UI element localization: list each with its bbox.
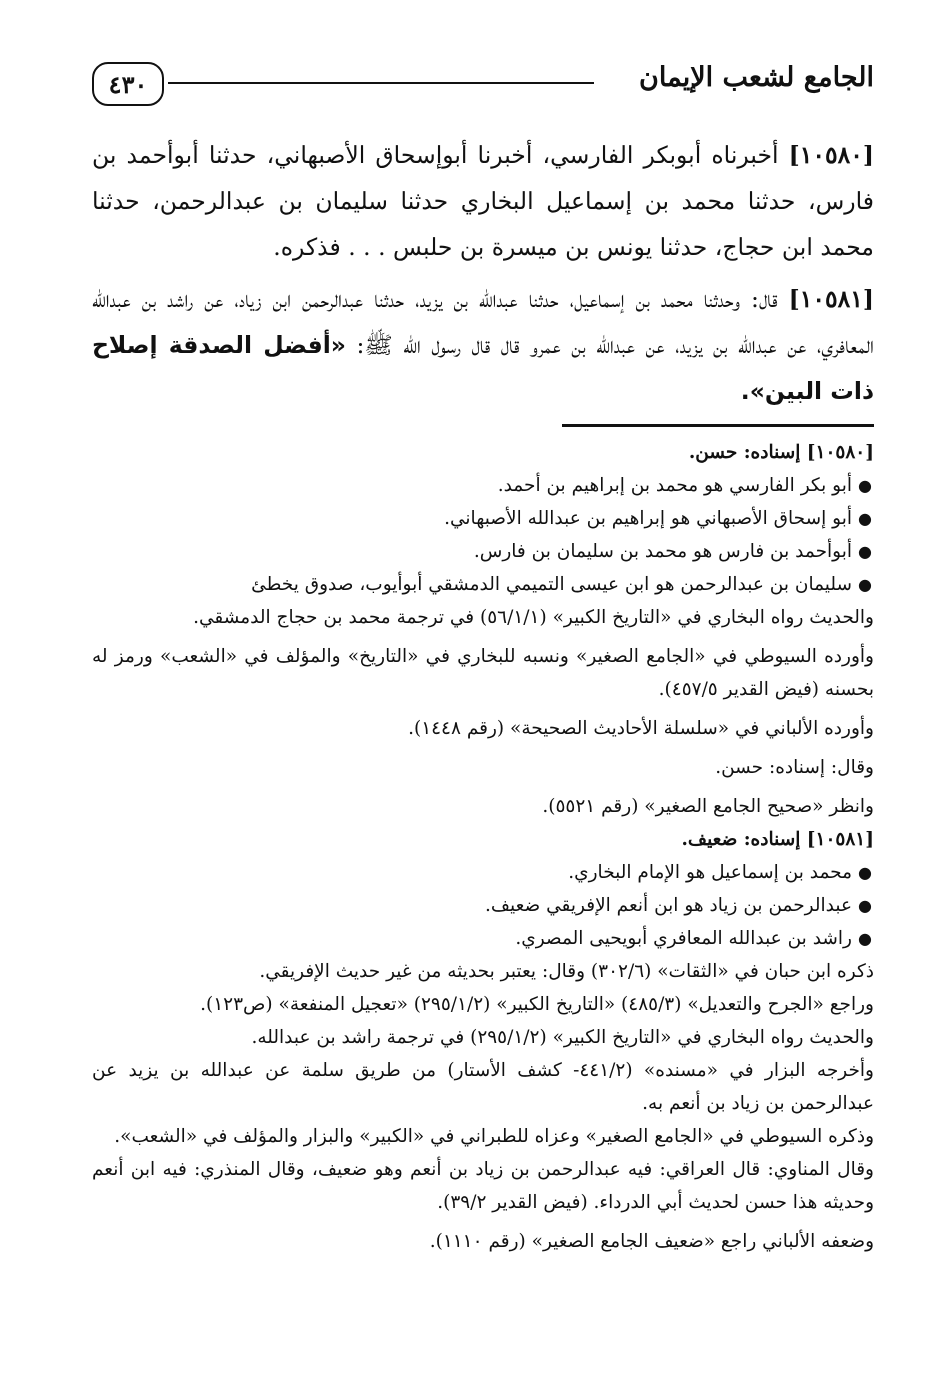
note-paragraph: وضعفه الألباني راجع «ضعيف الجامع الصغير» (رقم ١١١٠). [429,1231,874,1252]
page-header [92,58,874,112]
hadith-matn: «أفضل الصدقة إصلاح ذات البين». [92,331,874,405]
list-item-text: محمد بن إسماعيل هو الإمام البخاري. [568,862,852,883]
page-number: ٤٣٠ [92,62,164,106]
list-item-text: راشد بن عبدالله المعافري أبويحيى المصري. [515,928,852,949]
list-item [92,889,872,922]
footnote-separator [562,424,874,427]
main-text [92,132,874,420]
note-paragraph: وأخرجه البزار في «مسنده» (٤٤١/٢- كشف الأستار) من طريق سلمة عن عبدالله بن يزيد عن عبدالرحمن بن زياد بن أنعم به. [92,1060,874,1114]
note-heading: [١٠٥٨١] إسناده: ضعيف. [681,829,874,850]
hadith-text: قال: وحدثنا محمد بن إسماعيل، حدثنا عبدالله بن يزيد، حدثنا عبدالرحمن ابن زياد، عن راشد بن عبدالله المعافري، عن عبدالله بن يزيد، عن عبدالله بن عمرو قال قال رسول الله ﷺ: [92,285,874,359]
note-paragraph: وأورده الألباني في «سلسلة الأحاديث الصحيحة» (رقم ١٤٤٨). [408,718,874,739]
note-paragraph: وراجع «الجرح والتعديل» (٤٨٥/٣) «التاريخ الكبير» (٢٩٥/١/٢) «تعجيل المنفعة» (ص١٢٣). [200,994,874,1015]
bullet-icon: ● [858,476,872,495]
footnotes [92,436,874,1258]
note-paragraph: والحديث رواه البخاري في «التاريخ الكبير» (٥٦/١/١) في ترجمة محمد بن حجاج الدمشقي. [193,607,874,628]
bullet-icon: ● [858,509,872,528]
list-item-text: أبو إسحاق الأصبهاني هو إبراهيم بن عبدالله الأصبهاني. [444,508,852,529]
list-item-text: أبوأحمد بن فارس هو محمد بن سليمان بن فارس. [473,541,852,562]
note-paragraph: وذكره السيوطي في «الجامع الصغير» وعزاه للطبراني في «الكبير» والبزار والمؤلف في «الشعب». [114,1126,874,1147]
note-paragraph: وقال: إسناده: حسن. [715,757,874,778]
note-paragraph: وانظر «صحيح الجامع الصغير» (رقم ٥٥٢١). [542,796,874,817]
list-item-text: أبو بكر الفارسي هو محمد بن إبراهيم بن أحمد. [497,475,852,496]
list-item-text: عبدالرحمن بن زياد هو ابن أنعم الإفريقي ضعيف. [484,895,852,916]
note-paragraph: وقال المناوي: قال العراقي: فيه عبدالرحمن بن زياد بن أنعم وهو ضعيف، وقال المنذري: فيه ابن أنعم وحديثه هذا حسن لحديث أبي الدرداء. (فيض القدير ٣٩/٢). [92,1159,874,1213]
bullet-icon: ● [858,542,872,561]
bullet-icon: ● [858,929,872,948]
bullet-icon: ● [858,575,872,594]
note-paragraph: ذكره ابن حبان في «الثقات» (٣٠٢/٦) وقال: يعتبر بحديثه من غير حديث الإفريقي. [259,961,874,982]
hadith-number: [١٠٥٨١] [788,285,874,313]
list-item [92,535,872,568]
header-rule [168,82,594,84]
note-heading: [١٠٥٨٠] إسناده: حسن. [688,442,874,463]
list-item [92,922,872,955]
hadith-10580 [92,132,874,270]
note-paragraph: والحديث رواه البخاري في «التاريخ الكبير» (٢٩٥/١/٢) في ترجمة راشد بن عبدالله. [251,1027,874,1048]
narrator-list [92,469,874,601]
bullet-icon: ● [858,896,872,915]
narrator-list [92,856,874,955]
list-item [92,502,872,535]
book-title: الجامع لشعب الإيمان [639,62,874,93]
note-paragraph: وأورده السيوطي في «الجامع الصغير» ونسبه للبخاري في «التاريخ» والمؤلف في «الشعب» ورمز له بحسنه (فيض القدير ٤٥٧/٥). [92,646,874,700]
bullet-icon: ● [858,863,872,882]
hadith-number: [١٠٥٨٠] [788,141,874,169]
list-item [92,856,872,889]
hadith-10581 [92,276,874,414]
list-item-text: سليمان بن عبدالرحمن هو ابن عيسى التميمي الدمشقي أبوأيوب، صدوق يخطئ [251,574,852,595]
hadith-text: أخبرناه أبوبكر الفارسي، أخبرنا أبوإسحاق الأصبهاني، حدثنا أبوأحمد بن فارس، حدثنا محمد بن إسماعيل البخاري حدثنا سليمان بن عبدالرحمن، حدثنا محمد ابن حجاج، حدثنا يونس بن ميسرة بن حلبس . . . فذكره. [92,141,874,261]
list-item [92,469,872,502]
list-item [92,568,872,601]
